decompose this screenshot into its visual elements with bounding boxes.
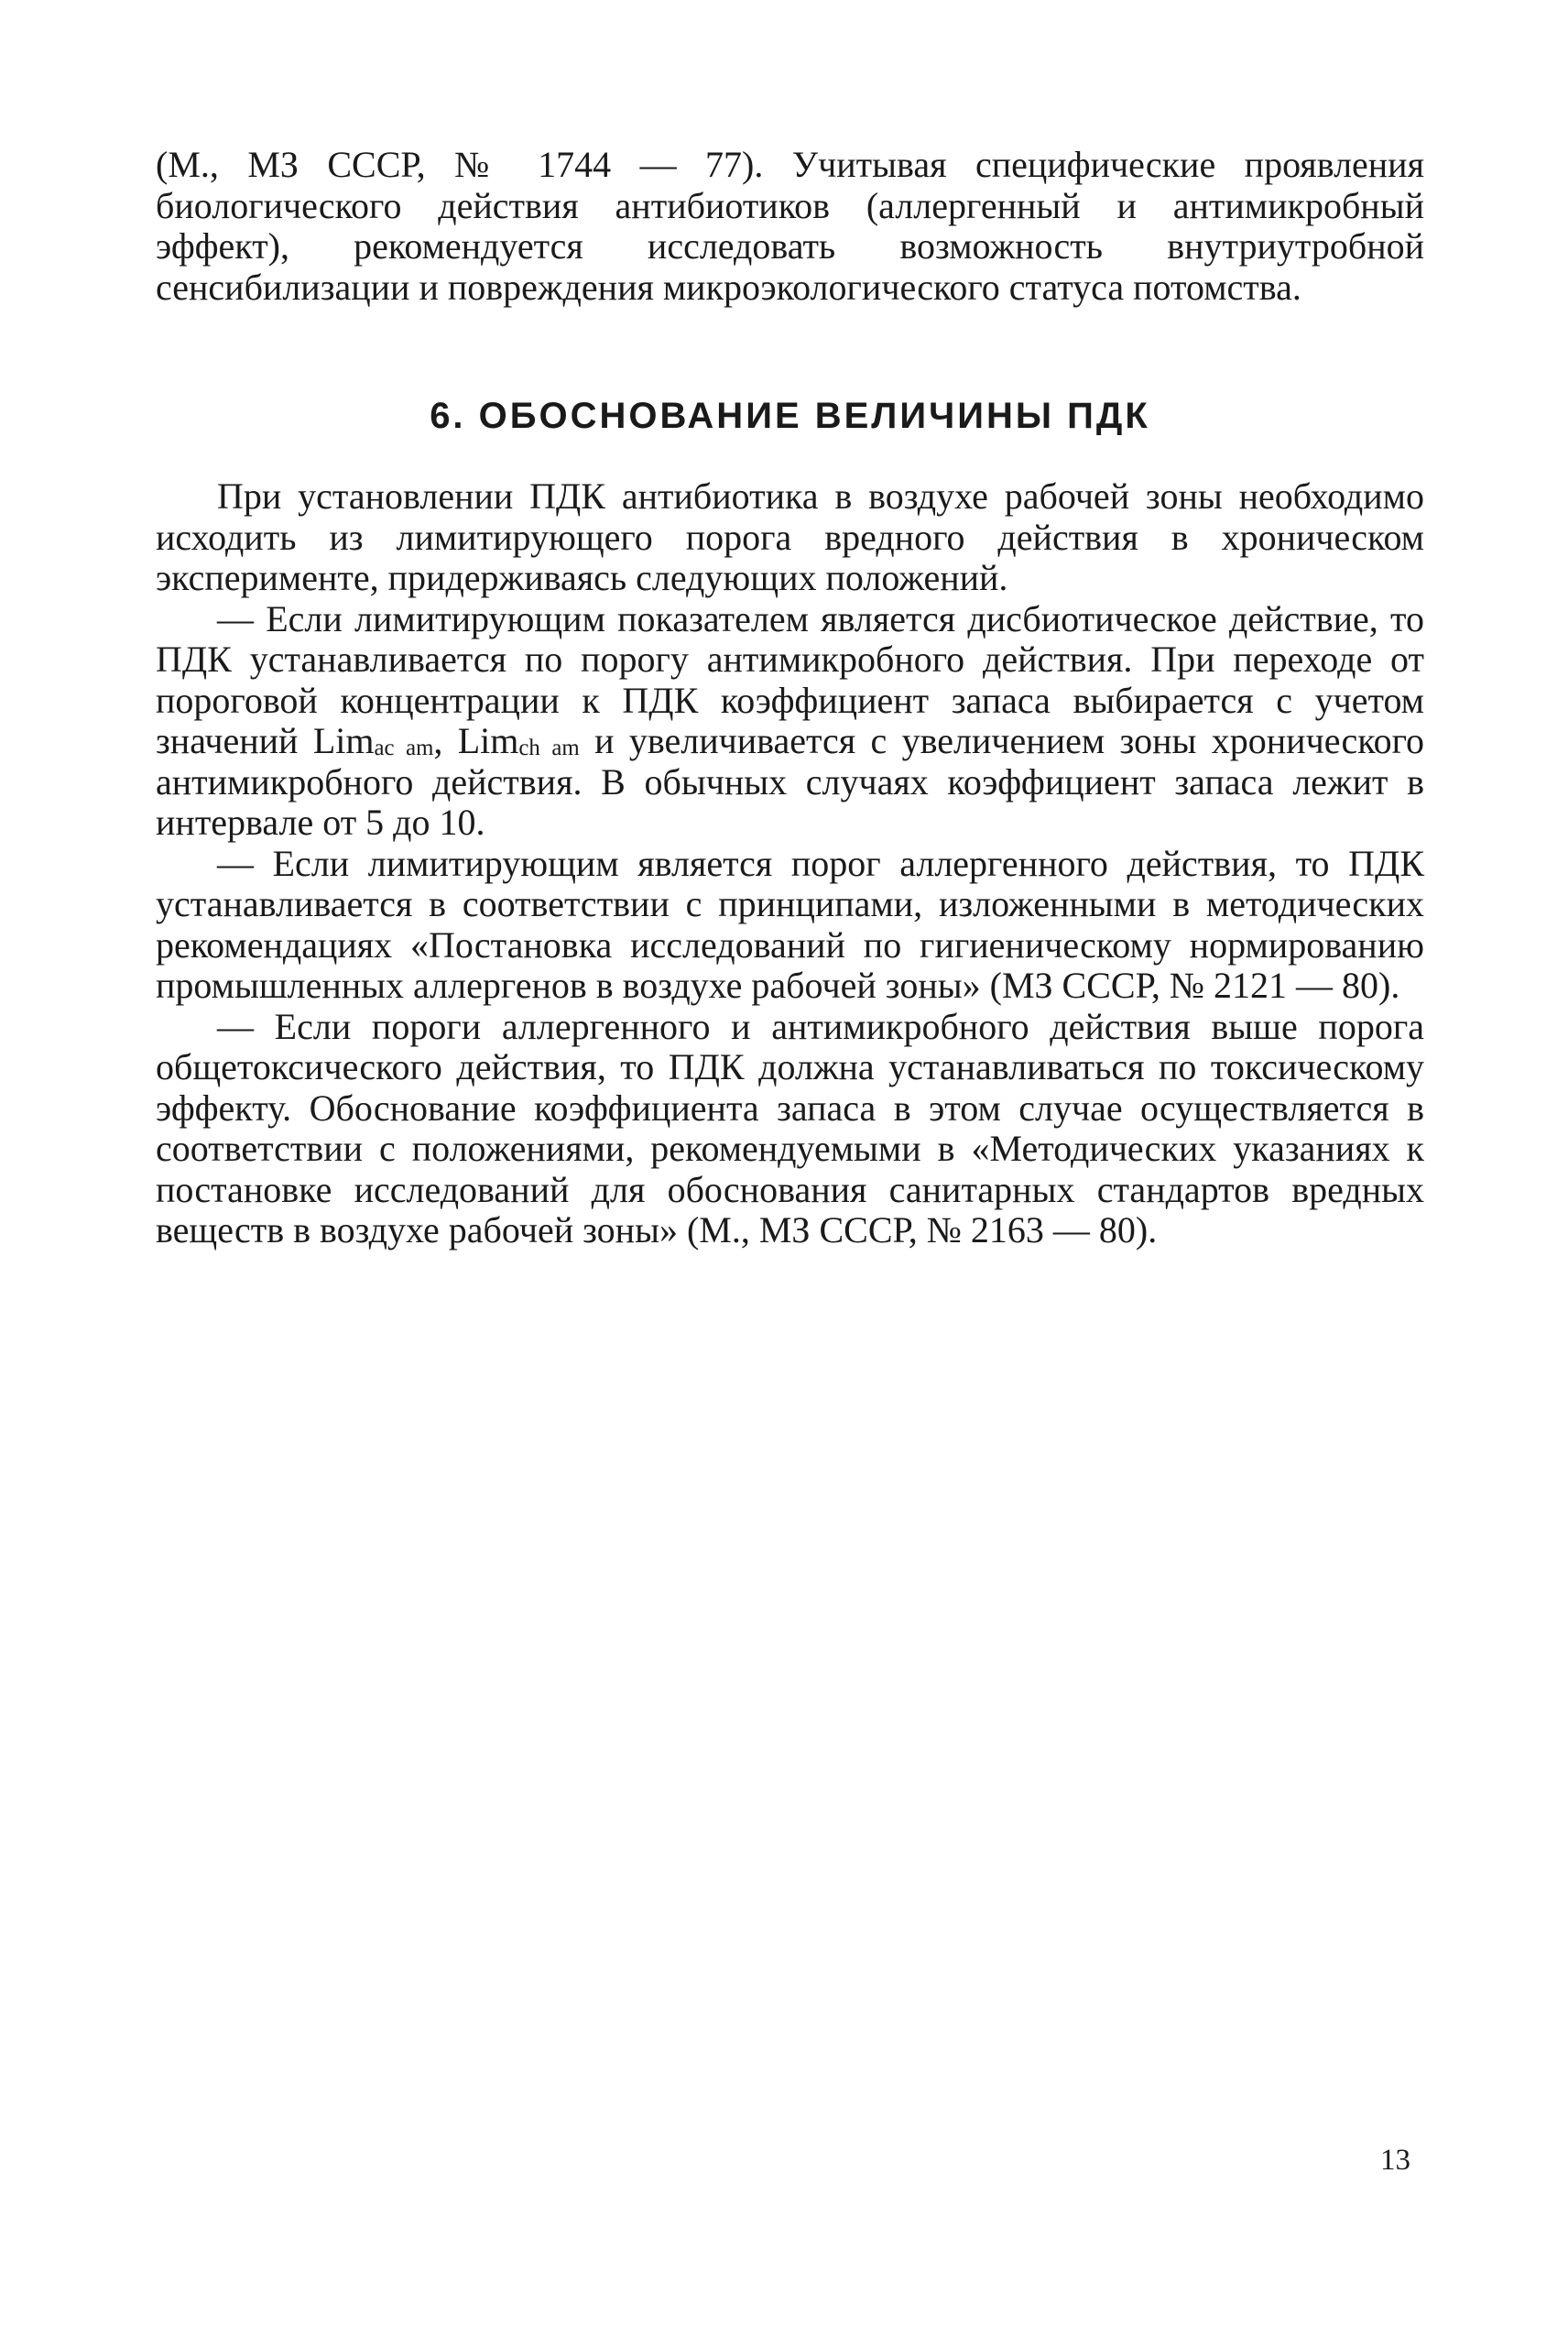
paragraph-2-text-c: и увеличивается с увеличением зоны хронического антимикробного действия. В обычных случаях коэффициент запаса лежит в интервале от 5 до 10.: [156, 720, 1425, 843]
page-number: 13: [1380, 2144, 1410, 2177]
paragraph-2-text-b: , Lim: [433, 720, 519, 761]
paragraph-2: [156, 599, 1424, 844]
paragraph-2-text-a: — Если лимитирующим показателем является дисбиотическое действие, то ПДК устанавливается по порогу антимикробного действия. При переходе от пороговой концентрации к ПДК коэффициент запаса выбирается с учетом значений Lim: [156, 597, 1424, 761]
section-heading: 6. ОБОСНОВАНИЕ ВЕЛИЧИНЫ ПДК: [430, 396, 1150, 436]
section-body: [156, 476, 1424, 1251]
paragraph-3: — Если лимитирующим является порог аллергенного действия, то ПДК устанавливается в соответствии с принципами, изложенными в методических рекомендациях «Постановка исследований по гигиеническому нормированию промышленных аллергенов в воздухе рабочей зоны» (МЗ СССР, № 2121 — 80).: [156, 842, 1424, 1006]
lim-ac-am-subscript: ac am: [374, 736, 434, 760]
paragraph-1: При установлении ПДК антибиотика в воздухе рабочей зоны необходимо исходить из лимитирующего порога вредного действия в хроническом эксперименте, придерживаясь следующих положений.: [156, 475, 1424, 598]
paragraph-4: — Если пороги аллергенного и антимикробного действия выше порога общетоксического действия, то ПДК должна устанавливаться по токсическому эффекту. Обоснование коэффициента запаса в этом случае осуществляется в соответствии с положениями, рекомендуемыми в «Методических указаниях к постановке исследований для обоснования санитарных стандартов вредных веществ в воздухе рабочей зоны» (М., МЗ СССР, № 2163 — 80).: [156, 1005, 1424, 1250]
lim-ch-am-subscript: ch am: [518, 736, 580, 760]
intro-paragraph: (М., МЗ СССР, № 1744 — 77). Учитывая специфические проявления биологического действия антибиотиков (аллергенный и антимикробный эффект), рекомендуется исследовать возможность внутриутробной сенсибилизации и повреждения микроэкологического статуса потомства.: [156, 144, 1424, 308]
intro-text: [156, 145, 1424, 308]
